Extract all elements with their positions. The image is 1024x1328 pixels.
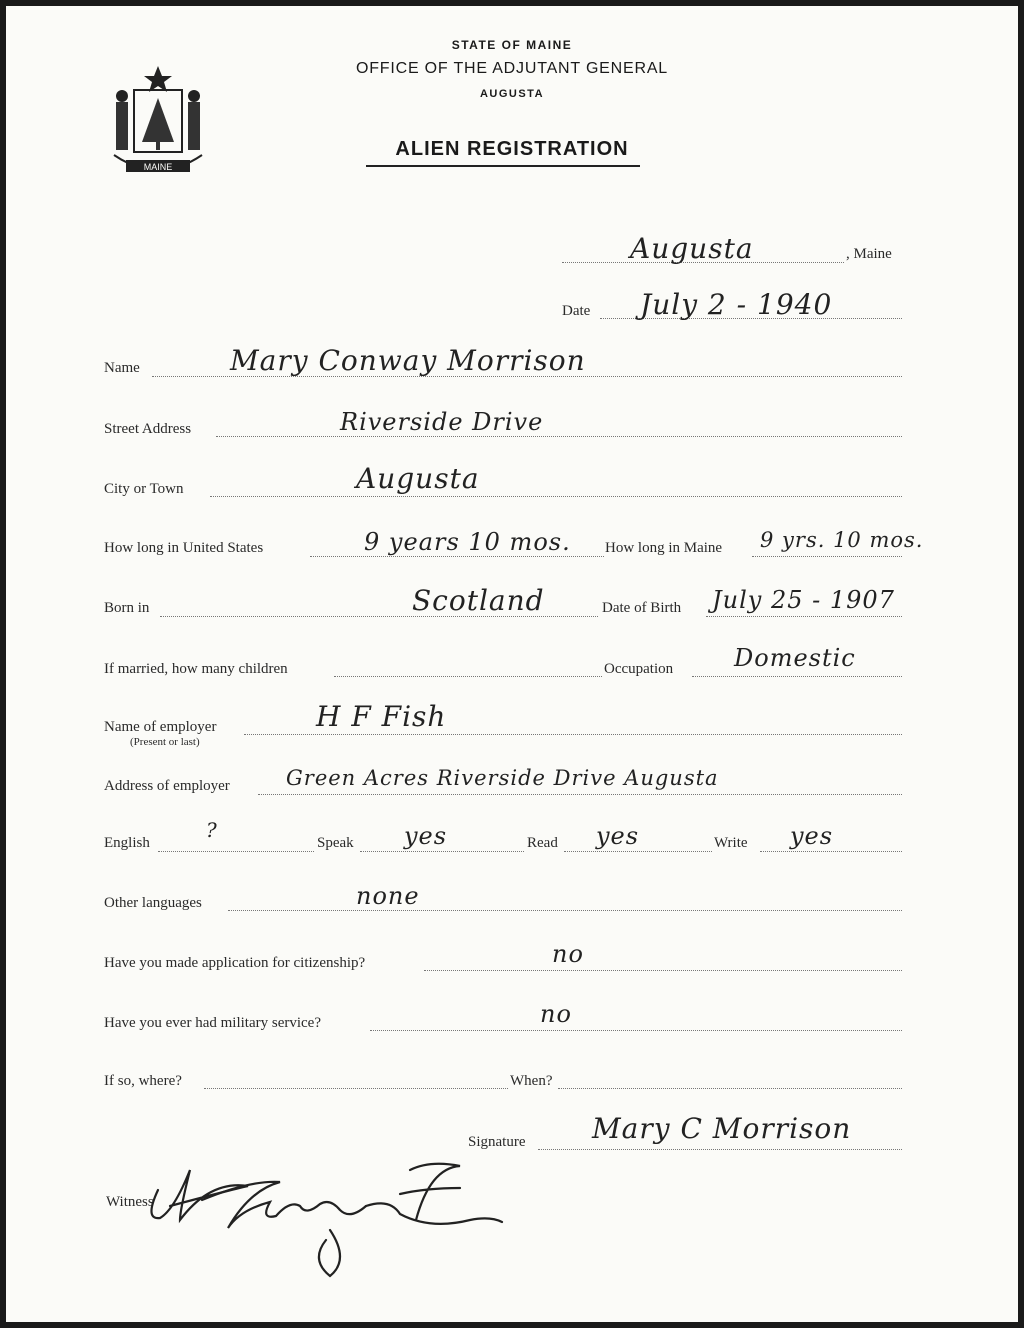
citizenship-value[interactable]: no [552,940,584,968]
speak-line [360,851,524,852]
english-value[interactable]: ? [206,818,218,842]
maine-duration-value[interactable]: 9 yrs. 10 mos. [760,528,924,552]
english-line [158,851,314,852]
english-label: English [104,835,150,851]
employer-address-value[interactable]: Green Acres Riverside Drive Augusta [286,766,719,790]
military-label: Have you ever had military service? [104,1015,321,1031]
speak-value[interactable]: yes [404,822,448,850]
form-title: ALIEN REGISTRATION [395,138,629,160]
read-value[interactable]: yes [596,822,640,850]
us-duration-value[interactable]: 9 years 10 mos. [364,528,571,556]
employer-address-label: Address of employer [104,778,230,794]
city-value[interactable]: Augusta [356,462,480,495]
when-label: When? [510,1073,553,1089]
header-city: AUGUSTA [479,88,545,100]
when-line [558,1088,902,1089]
where-label: If so, where? [104,1073,182,1089]
witness-signature-icon [130,1150,510,1280]
other-languages-label: Other languages [104,895,202,911]
signature-line [538,1149,902,1150]
city-line [210,496,902,497]
citizenship-label: Have you made application for citizenship? [104,955,366,971]
place-value[interactable]: Augusta [630,232,754,265]
seal-banner: MAINE [143,162,173,172]
speak-label: Speak [317,835,354,851]
dob-label: Date of Birth [602,600,682,616]
street-label: Street Address [104,421,192,437]
born-in-label: Born in [104,600,150,616]
employer-address-line [258,794,902,795]
city-label: City or Town [104,481,184,497]
maine-seal-icon [104,60,212,182]
header-office: OFFICE OF THE ADJUTANT GENERAL [355,60,669,77]
street-line [216,436,902,437]
children-line [334,676,602,677]
employer-label: Name of employer [104,719,217,735]
read-label: Read [527,835,558,851]
dob-value[interactable]: July 25 - 1907 [712,586,895,614]
title-underline [366,165,640,167]
citizenship-line [424,970,902,971]
maine-duration-label: How long in Maine [605,540,723,556]
place-suffix-label: , Maine [846,246,892,262]
us-duration-label: How long in United States [104,540,264,556]
maine-duration-line [752,556,902,557]
us-duration-line [310,556,604,557]
employer-line [244,734,902,735]
write-label: Write [714,835,748,851]
write-line [760,851,902,852]
other-languages-value[interactable]: none [356,882,420,910]
occupation-line [692,676,902,677]
read-line [564,851,712,852]
signature-value[interactable]: Mary C Morrison [592,1112,852,1145]
where-line [204,1088,508,1089]
signature-label: Signature [468,1134,526,1150]
employer-value[interactable]: H F Fish [316,700,447,733]
other-languages-line [228,910,902,911]
name-value[interactable]: Mary Conway Morrison [230,344,586,377]
born-in-value[interactable]: Scotland [412,584,545,617]
name-label: Name [104,360,140,376]
street-value[interactable]: Riverside Drive [340,408,544,436]
employer-sublabel: (Present or last) [130,736,200,748]
occupation-label: Occupation [604,661,674,677]
dob-line [706,616,902,617]
children-label: If married, how many children [104,661,288,677]
date-label: Date [562,303,591,319]
military-value[interactable]: no [540,1000,572,1028]
date-value[interactable]: July 2 - 1940 [640,288,833,321]
write-value[interactable]: yes [790,822,834,850]
occupation-value[interactable]: Domestic [734,644,856,672]
witness-label: Witness [106,1194,154,1210]
header-state: STATE OF MAINE [451,38,573,52]
military-line [370,1030,902,1031]
